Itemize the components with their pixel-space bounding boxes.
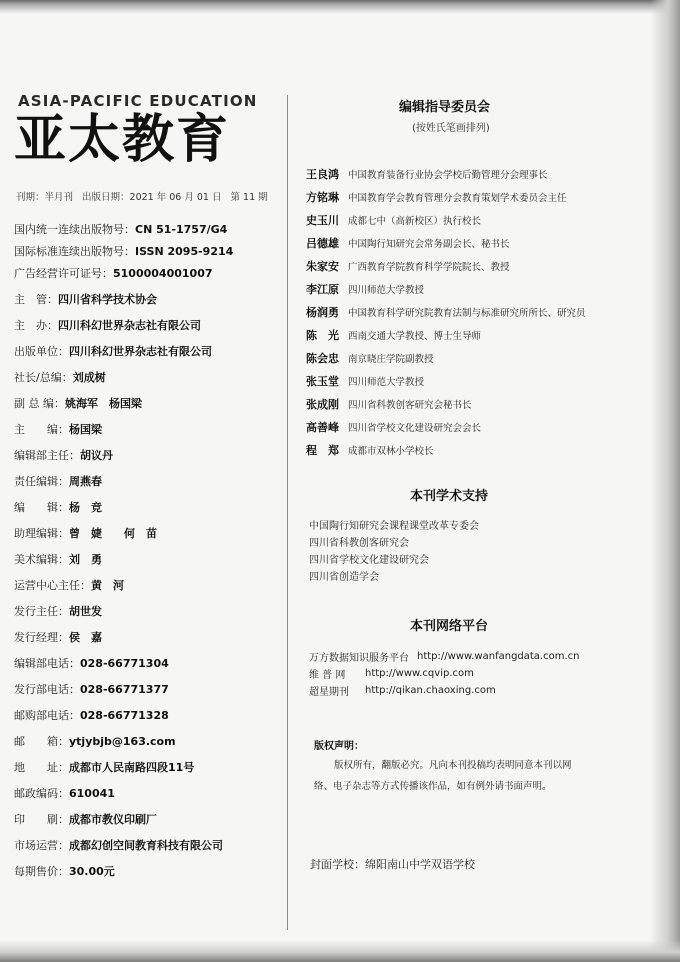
- masthead-value: 成都市人民南路四段11号: [69, 761, 195, 774]
- masthead-label: 助理编辑：: [14, 527, 69, 540]
- committee-member: [306, 438, 606, 461]
- committee-member: [306, 392, 606, 415]
- support-item: 四川省科教创客研究会: [309, 538, 409, 549]
- member-desc: 中国教育装备行业协会学校后勤管理分会理事长: [348, 169, 548, 181]
- masthead-value: ISSN 2095-9214: [135, 244, 234, 258]
- network-name: 维 普 网: [309, 670, 346, 681]
- committee-member: [306, 162, 606, 185]
- masthead-list: [14, 218, 284, 882]
- member-name: 高善峰: [306, 420, 339, 434]
- member-name: 王良鸿: [306, 167, 339, 181]
- masthead-row: [14, 522, 284, 544]
- network-url[interactable]: http://www.cqvip.com: [365, 668, 474, 679]
- masthead-label: 发行部电话：: [14, 683, 80, 696]
- masthead-row: [14, 574, 284, 596]
- masthead-label: 社长/总编：: [14, 371, 73, 384]
- masthead-label: 主 管：: [14, 293, 58, 306]
- masthead-row: [14, 366, 284, 388]
- committee-member: [306, 369, 606, 392]
- copyright-title: 版权声明：: [314, 741, 364, 752]
- publication-info: [16, 189, 274, 203]
- masthead-value: 杨 竞: [69, 501, 102, 514]
- masthead-label: 副 总 编：: [14, 397, 65, 410]
- network-url[interactable]: http://qikan.chaoxing.com: [365, 685, 496, 696]
- frequency: 刊期：半月刊: [16, 192, 74, 203]
- committee-subtitle: (按姓氏笔画排列): [412, 123, 490, 134]
- scan-edge-right: [650, 0, 680, 962]
- network-name: 万方数据知识服务平台: [309, 653, 409, 664]
- masthead-row: [14, 834, 284, 856]
- masthead-value: 黄 河: [91, 579, 124, 592]
- masthead-row: [14, 262, 284, 284]
- masthead-row: [14, 782, 284, 804]
- masthead-row: [14, 704, 284, 726]
- masthead-value: 028-66771377: [80, 682, 169, 696]
- masthead-row: [14, 392, 284, 414]
- network-name: 超星期刊: [309, 687, 349, 698]
- masthead-label: 主 编：: [14, 423, 69, 436]
- masthead-value: CN 51-1757/G4: [135, 222, 228, 236]
- masthead-value: ytjybjb@163.com: [69, 734, 176, 748]
- member-desc: 四川省科教创客研究会秘书长: [348, 399, 472, 411]
- committee-title: 编辑指导委员会: [399, 100, 491, 115]
- masthead-label: 编 辑：: [14, 501, 69, 514]
- masthead-label: 美术编辑：: [14, 553, 69, 566]
- committee-member: [306, 208, 606, 231]
- masthead-row: [14, 652, 284, 674]
- masthead-value: 胡议丹: [80, 449, 113, 462]
- masthead-value: 四川科幻世界杂志社有限公司: [69, 345, 212, 358]
- member-desc: 中国教育科学研究院教育法制与标准研究所所长、研究员: [348, 307, 586, 319]
- scan-edge-bottom: [0, 940, 680, 962]
- cover-school: 封面学校：绵阳南山中学双语学校: [310, 858, 475, 871]
- masthead-value: 028-66771328: [80, 708, 169, 722]
- masthead-value: 刘成树: [72, 371, 106, 384]
- masthead-value: 成都幻创空间教育科技有限公司: [69, 839, 223, 852]
- masthead-label: 地 址：: [14, 761, 69, 774]
- member-desc: 广西教育学院教育科学学院院长、教授: [348, 261, 510, 273]
- member-desc: 西南交通大学教授、博士生导师: [348, 330, 482, 342]
- support-item: 四川省学校文化建设研究会: [309, 555, 429, 566]
- member-name: 程 郑: [306, 443, 339, 457]
- masthead-label: 主 办：: [14, 319, 58, 332]
- member-name: 朱家安: [306, 259, 339, 273]
- member-name: 陈 光: [306, 328, 339, 342]
- masthead-row: [14, 678, 284, 700]
- masthead-value: 028-66771304: [80, 656, 169, 670]
- column-divider: [287, 95, 288, 930]
- member-desc: 四川师范大学教授: [348, 376, 425, 388]
- masthead-row: [14, 288, 284, 310]
- member-name: 张成刚: [306, 397, 339, 411]
- masthead-label: 编辑部电话：: [14, 657, 80, 670]
- issue-number: 第 11 期: [230, 192, 268, 203]
- committee-member: [306, 300, 606, 323]
- masthead-label: 发行主任：: [14, 605, 69, 618]
- member-name: 杨润勇: [306, 305, 339, 319]
- masthead-label: 市场运营：: [14, 839, 69, 852]
- masthead-label: 国内统一连续出版物号：: [14, 223, 135, 236]
- masthead-row: [14, 626, 284, 648]
- member-name: 方铭琳: [306, 190, 339, 204]
- masthead-row: [14, 470, 284, 492]
- support-item: 四川省创造学会: [309, 572, 379, 583]
- masthead-label: 责任编辑：: [14, 475, 69, 488]
- masthead-value: 5100004001007: [113, 266, 213, 280]
- masthead-label: 编辑部主任：: [14, 449, 80, 462]
- member-desc: 中国教育学会教育管理分会教育策划学术委员会主任: [348, 192, 567, 204]
- member-desc: 南京晓庄学院副教授: [348, 353, 434, 365]
- masthead-label: 邮购部电话：: [14, 709, 80, 722]
- masthead-row: [14, 444, 284, 466]
- masthead-row: [14, 418, 284, 440]
- masthead-row: [14, 600, 284, 622]
- masthead-row: [14, 240, 284, 262]
- masthead-label: 邮政编码：: [14, 787, 69, 800]
- committee-member: [306, 277, 606, 300]
- masthead-row: [14, 730, 284, 752]
- masthead-value: 四川科幻世界杂志社有限公司: [58, 319, 201, 332]
- masthead-label: 发行经理：: [14, 631, 69, 644]
- logo-chinese: 亚太教育: [14, 110, 231, 170]
- masthead-value: 姚海军 杨国梁: [65, 397, 142, 410]
- member-name: 李江原: [306, 282, 339, 296]
- masthead-label: 每期售价：: [14, 865, 69, 878]
- copyright-text: 版权所有，翻版必究。凡向本刊投稿均表明同意本刊以网络、电子杂志等方式传播该作品，如有例外请书面声明。: [314, 760, 572, 792]
- masthead-label: 运营中心主任：: [14, 579, 91, 592]
- support-title: 本刊学术支持: [410, 489, 489, 504]
- publish-date: 出版日期：2021 年 06 月 01 日: [82, 192, 222, 203]
- member-name: 张玉堂: [306, 374, 339, 388]
- masthead-value: 30.00元: [69, 865, 115, 878]
- masthead-label: 邮 箱：: [14, 735, 69, 748]
- committee-list: [306, 162, 606, 461]
- masthead-row: [14, 808, 284, 830]
- committee-member: [306, 185, 606, 208]
- masthead-row: [14, 756, 284, 778]
- member-name: 陈会忠: [306, 351, 339, 365]
- masthead-row: [14, 340, 284, 362]
- network-list: [309, 648, 580, 699]
- committee-member: [306, 231, 606, 254]
- masthead-value: 胡世发: [69, 605, 102, 618]
- member-desc: 四川师范大学教授: [348, 284, 425, 296]
- masthead-value: 周燕春: [69, 475, 102, 488]
- masthead-row: [14, 548, 284, 570]
- member-name: 史玉川: [306, 213, 339, 227]
- member-name: 吕德雄: [306, 236, 339, 250]
- support-item: 中国陶行知研究会课程课堂改革专委会: [309, 521, 479, 532]
- member-desc: 四川省学校文化建设研究会会长: [348, 422, 482, 434]
- masthead-value: 成都市教仪印刷厂: [69, 813, 157, 826]
- member-desc: 中国陶行知研究会常务副会长、秘书长: [348, 238, 510, 250]
- masthead-value: 刘 勇: [69, 553, 102, 566]
- masthead-row: [14, 314, 284, 336]
- masthead-label: 出版单位：: [14, 345, 69, 358]
- masthead-row: [14, 496, 284, 518]
- network-item: [309, 665, 580, 682]
- scan-edge-top: [0, 0, 680, 14]
- network-item: [309, 648, 580, 665]
- network-title: 本刊网络平台: [410, 619, 489, 634]
- masthead-value: 曾 婕 何 苗: [69, 527, 157, 540]
- committee-member: [306, 323, 606, 346]
- committee-member: [306, 415, 606, 438]
- masthead-row: [14, 860, 284, 882]
- masthead-row: [14, 218, 284, 240]
- masthead-value: 杨国梁: [69, 423, 102, 436]
- logo-english: ASIA-PACIFIC EDUCATION: [18, 92, 258, 110]
- network-url[interactable]: http://www.wanfangdata.com.cn: [417, 651, 580, 662]
- masthead-label: 印 刷：: [14, 813, 69, 826]
- support-list: [309, 516, 479, 584]
- masthead-value: 610041: [69, 786, 115, 800]
- masthead-value: 四川省科学技术协会: [58, 293, 157, 306]
- member-desc: 成都市双林小学校长: [348, 445, 434, 457]
- masthead-label: 国际标准连续出版物号：: [14, 245, 135, 258]
- member-desc: 成都七中（高新校区）执行校长: [348, 215, 482, 227]
- masthead-value: 侯 嘉: [69, 631, 102, 644]
- network-item: [309, 682, 580, 699]
- committee-member: [306, 346, 606, 369]
- committee-member: [306, 254, 606, 277]
- masthead-label: 广告经营许可证号：: [14, 267, 113, 280]
